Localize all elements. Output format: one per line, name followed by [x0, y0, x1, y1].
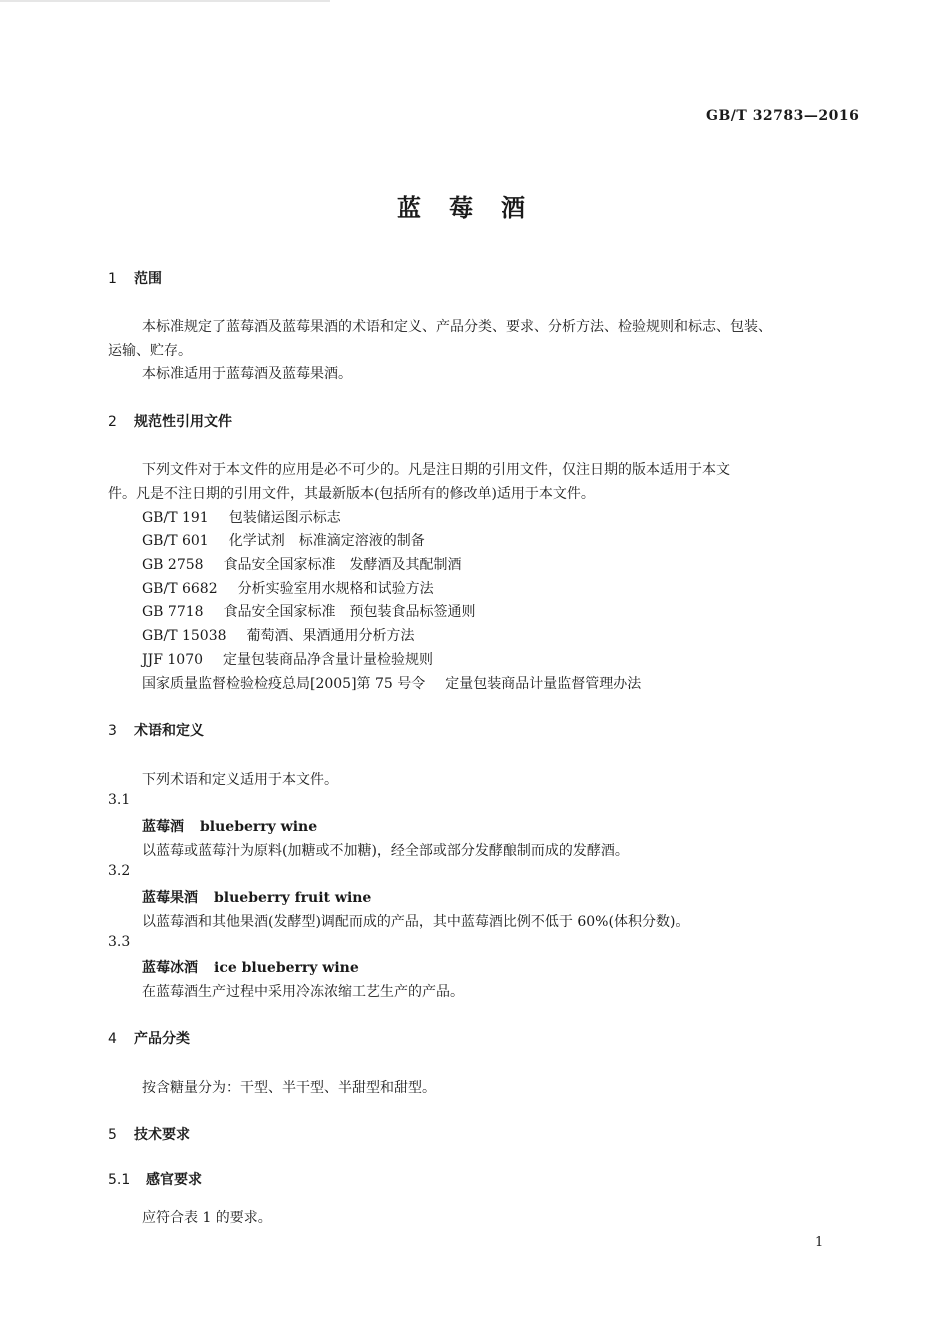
- reference-title: 食品安全国家标准 发酵酒及其配制酒: [223, 557, 462, 573]
- subsection-5-1-heading: [108, 1169, 202, 1189]
- section-title: 术语和定义: [134, 723, 204, 739]
- reference-code: JJF 1070: [142, 652, 204, 668]
- reference-title: 葡萄酒、果酒通用分析方法: [246, 628, 415, 644]
- term-en: ice blueberry wine: [214, 960, 359, 976]
- section-number: 4: [108, 1031, 117, 1047]
- reference-code: GB 7718: [142, 604, 204, 620]
- page-number: 1: [815, 1235, 824, 1250]
- reference-item: [142, 554, 462, 574]
- section-title: 规范性引用文件: [134, 414, 232, 430]
- reference-title: 包装储运图示标志: [228, 510, 341, 526]
- paragraph: 件。凡是不注日期的引用文件，其最新版本(包括所有的修改单)适用于本文件。: [108, 486, 595, 502]
- section-title: 范围: [134, 271, 162, 287]
- reference-code: GB/T 15038: [142, 628, 227, 644]
- reference-item: [142, 673, 641, 693]
- section-1-heading: [108, 268, 162, 288]
- term-heading: [142, 887, 371, 907]
- section-number: 1: [108, 271, 117, 287]
- scan-edge: [0, 0, 330, 2]
- section-4-heading: [108, 1028, 190, 1048]
- reference-item: [142, 649, 433, 669]
- term-definition: 以蓝莓或蓝莓汁为原料(加糖或不加糖)，经全部或部分发酵酿制而成的发酵酒。: [142, 843, 629, 859]
- paragraph: 下列文件对于本文件的应用是必不可少的。凡是注日期的引用文件，仅注日期的版本适用于本文: [142, 462, 730, 478]
- section-number: 5: [108, 1127, 117, 1143]
- term-zh: 蓝莓酒: [142, 819, 184, 835]
- section-number: 3: [108, 723, 117, 739]
- paragraph: 下列术语和定义适用于本文件。: [142, 772, 338, 788]
- term-en: blueberry wine: [200, 819, 318, 835]
- section-title: 产品分类: [134, 1031, 190, 1047]
- term-en: blueberry fruit wine: [214, 890, 372, 906]
- page-title: 蓝莓酒: [397, 193, 553, 222]
- term-zh: 蓝莓冰酒: [142, 960, 198, 976]
- subsection-title: 感官要求: [146, 1172, 202, 1188]
- reference-code: GB 2758: [142, 557, 204, 573]
- reference-code: 国家质量监督检验检疫总局[2005]第 75 号令: [142, 676, 426, 692]
- reference-title: 定量包装商品净含量计量检验规则: [223, 652, 434, 668]
- reference-code: GB/T 601: [142, 533, 209, 549]
- term-heading: [142, 816, 317, 836]
- term-definition: 以蓝莓酒和其他果酒(发酵型)调配而成的产品，其中蓝莓酒比例不低于 60%(体积分数)。: [142, 914, 690, 930]
- reference-title: 食品安全国家标准 预包装食品标签通则: [223, 604, 476, 620]
- term-number: 3.1: [108, 792, 131, 808]
- term-definition: 在蓝莓酒生产过程中采用冷冻浓缩工艺生产的产品。: [142, 984, 464, 1000]
- term-heading: [142, 957, 359, 977]
- paragraph: 应符合表 1 的要求。: [142, 1210, 272, 1226]
- reference-code: GB/T 191: [142, 510, 209, 526]
- paragraph: 本标准规定了蓝莓酒及蓝莓果酒的术语和定义、产品分类、要求、分析方法、检验规则和标志、包装、: [142, 319, 772, 335]
- subsection-number: 5.1: [108, 1172, 131, 1188]
- paragraph: 本标准适用于蓝莓酒及蓝莓果酒。: [142, 366, 352, 382]
- reference-item: [142, 507, 341, 527]
- term-number: 3.3: [108, 934, 131, 950]
- section-5-heading: [108, 1124, 190, 1144]
- section-title: 技术要求: [134, 1127, 190, 1143]
- paragraph: 运输、贮存。: [108, 343, 192, 359]
- reference-item: [142, 625, 415, 645]
- reference-item: [142, 530, 425, 550]
- reference-code: GB/T 6682: [142, 581, 218, 597]
- section-3-heading: [108, 720, 204, 740]
- reference-title: 化学试剂 标准滴定溶液的制备: [228, 533, 425, 549]
- reference-title: 定量包装商品计量监督管理办法: [445, 676, 642, 692]
- section-number: 2: [108, 414, 117, 430]
- term-zh: 蓝莓果酒: [142, 890, 198, 906]
- reference-title: 分析实验室用水规格和试验方法: [237, 581, 434, 597]
- term-number: 3.2: [108, 863, 131, 879]
- reference-item: [142, 601, 476, 621]
- section-2-heading: [108, 411, 232, 431]
- paragraph: 按含糖量分为：干型、半干型、半甜型和甜型。: [142, 1080, 436, 1096]
- reference-item: [142, 578, 434, 598]
- standard-code: GB/T 32783—2016: [706, 108, 860, 124]
